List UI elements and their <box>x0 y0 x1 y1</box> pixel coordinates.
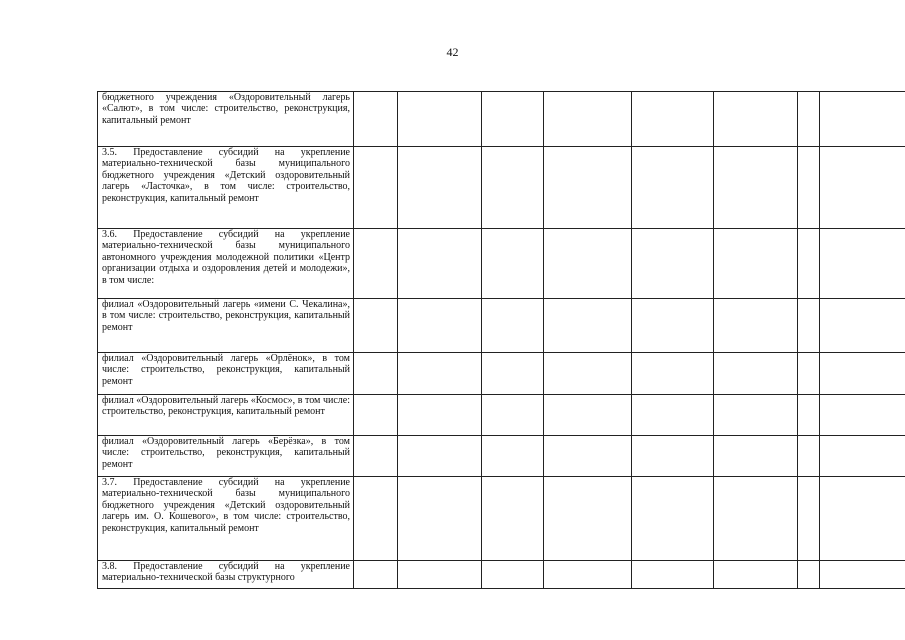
empty-value-cell <box>714 477 798 561</box>
empty-value-cell <box>398 477 482 561</box>
activity-description-cell <box>98 561 354 589</box>
activity-description: 3.5. Предоставление субсидий на укрепление материально-технической базы муниципального бюджетного учреждения «Детский оздоровительный лагерь «Ласточка», в том числе: строительство, реконструкция, капитальный ремонт <box>102 147 350 204</box>
page-number: 42 <box>446 45 459 59</box>
empty-value-cell <box>714 395 798 436</box>
empty-value-cell <box>544 92 632 147</box>
empty-value-cell <box>354 353 398 395</box>
program-activities-table <box>97 91 905 589</box>
table-row <box>98 395 905 436</box>
empty-value-cell <box>544 299 632 353</box>
empty-value-cell <box>354 395 398 436</box>
activity-description: филиал «Оздоровительный лагерь «имени С. Чекалина», в том числе: строительство, реконструкция, капитальный ремонт <box>102 299 350 333</box>
activity-description-cell <box>98 436 354 477</box>
activity-description-cell <box>98 395 354 436</box>
empty-value-cell <box>820 92 905 147</box>
empty-value-cell <box>632 92 714 147</box>
table-row <box>98 92 905 147</box>
empty-value-cell <box>482 147 544 229</box>
empty-value-cell <box>482 229 544 299</box>
empty-value-cell <box>398 147 482 229</box>
empty-value-cell <box>398 395 482 436</box>
empty-value-cell <box>482 436 544 477</box>
table-row <box>98 299 905 353</box>
empty-value-cell <box>354 229 398 299</box>
activity-description: 3.7. Предоставление субсидий на укрепление материально-технической базы муниципального бюджетного учреждения «Детский оздоровительный лагерь им. О. Кошевого», в том числе: строительство, реконструкция, капитальный ремонт <box>102 477 350 534</box>
empty-value-cell <box>354 92 398 147</box>
empty-value-cell <box>632 477 714 561</box>
activity-description-cell <box>98 299 354 353</box>
activity-description: 3.6. Предоставление субсидий на укрепление материально-технической базы муниципального автономного учреждения молодежной политики «Центр организации отдыха и оздоровления детей и молодежи», в том числе: <box>102 229 350 286</box>
empty-value-cell <box>714 353 798 395</box>
empty-value-cell <box>632 299 714 353</box>
empty-value-cell <box>632 147 714 229</box>
table-row <box>98 477 905 561</box>
empty-value-cell <box>714 299 798 353</box>
empty-value-cell <box>632 436 714 477</box>
table-row <box>98 229 905 299</box>
empty-value-cell <box>544 477 632 561</box>
empty-value-cell <box>820 477 905 561</box>
empty-value-cell <box>798 147 820 229</box>
table-body <box>98 92 905 589</box>
empty-value-cell <box>798 477 820 561</box>
empty-value-cell <box>798 395 820 436</box>
activity-description-cell <box>98 147 354 229</box>
table-row <box>98 561 905 589</box>
activity-description: филиал «Оздоровительный лагерь «Космос», в том числе: строительство, реконструкция, капитальный ремонт <box>102 395 350 418</box>
empty-value-cell <box>544 395 632 436</box>
empty-value-cell <box>820 147 905 229</box>
empty-value-cell <box>398 92 482 147</box>
activity-description: бюджетного учреждения «Оздоровительный лагерь «Салют», в том числе: строительство, реконструкция, капитальный ремонт <box>102 92 350 126</box>
empty-value-cell <box>798 299 820 353</box>
table-row <box>98 436 905 477</box>
table-row <box>98 147 905 229</box>
empty-value-cell <box>544 147 632 229</box>
empty-value-cell <box>482 477 544 561</box>
empty-value-cell <box>798 353 820 395</box>
empty-value-cell <box>398 229 482 299</box>
activity-description: 3.8. Предоставление субсидий на укрепление материально-технической базы структурного <box>102 561 350 584</box>
empty-value-cell <box>482 92 544 147</box>
empty-value-cell <box>714 92 798 147</box>
empty-value-cell <box>632 395 714 436</box>
empty-value-cell <box>632 353 714 395</box>
empty-value-cell <box>544 353 632 395</box>
empty-value-cell <box>714 436 798 477</box>
empty-value-cell <box>820 436 905 477</box>
empty-value-cell <box>544 436 632 477</box>
empty-value-cell <box>482 561 544 589</box>
empty-value-cell <box>820 561 905 589</box>
empty-value-cell <box>632 561 714 589</box>
empty-value-cell <box>714 147 798 229</box>
activity-description-cell <box>98 92 354 147</box>
empty-value-cell <box>398 436 482 477</box>
empty-value-cell <box>482 395 544 436</box>
empty-value-cell <box>354 436 398 477</box>
empty-value-cell <box>544 229 632 299</box>
empty-value-cell <box>482 299 544 353</box>
empty-value-cell <box>354 561 398 589</box>
empty-value-cell <box>354 299 398 353</box>
table-row <box>98 353 905 395</box>
activity-description-cell <box>98 229 354 299</box>
empty-value-cell <box>398 353 482 395</box>
empty-value-cell <box>632 229 714 299</box>
activity-description-cell <box>98 477 354 561</box>
empty-value-cell <box>820 229 905 299</box>
empty-value-cell <box>798 561 820 589</box>
empty-value-cell <box>482 353 544 395</box>
empty-value-cell <box>798 436 820 477</box>
empty-value-cell <box>398 299 482 353</box>
empty-value-cell <box>820 299 905 353</box>
empty-value-cell <box>398 561 482 589</box>
activity-description: филиал «Оздоровительный лагерь «Орлёнок», в том числе: строительство, реконструкция, капитальный ремонт <box>102 353 350 387</box>
empty-value-cell <box>714 561 798 589</box>
empty-value-cell <box>798 229 820 299</box>
activity-description: филиал «Оздоровительный лагерь «Берёзка», в том числе: строительство, реконструкция, капитальный ремонт <box>102 436 350 470</box>
activity-description-cell <box>98 353 354 395</box>
empty-value-cell <box>354 147 398 229</box>
empty-value-cell <box>820 395 905 436</box>
empty-value-cell <box>544 561 632 589</box>
empty-value-cell <box>820 353 905 395</box>
empty-value-cell <box>798 92 820 147</box>
empty-value-cell <box>714 229 798 299</box>
empty-value-cell <box>354 477 398 561</box>
